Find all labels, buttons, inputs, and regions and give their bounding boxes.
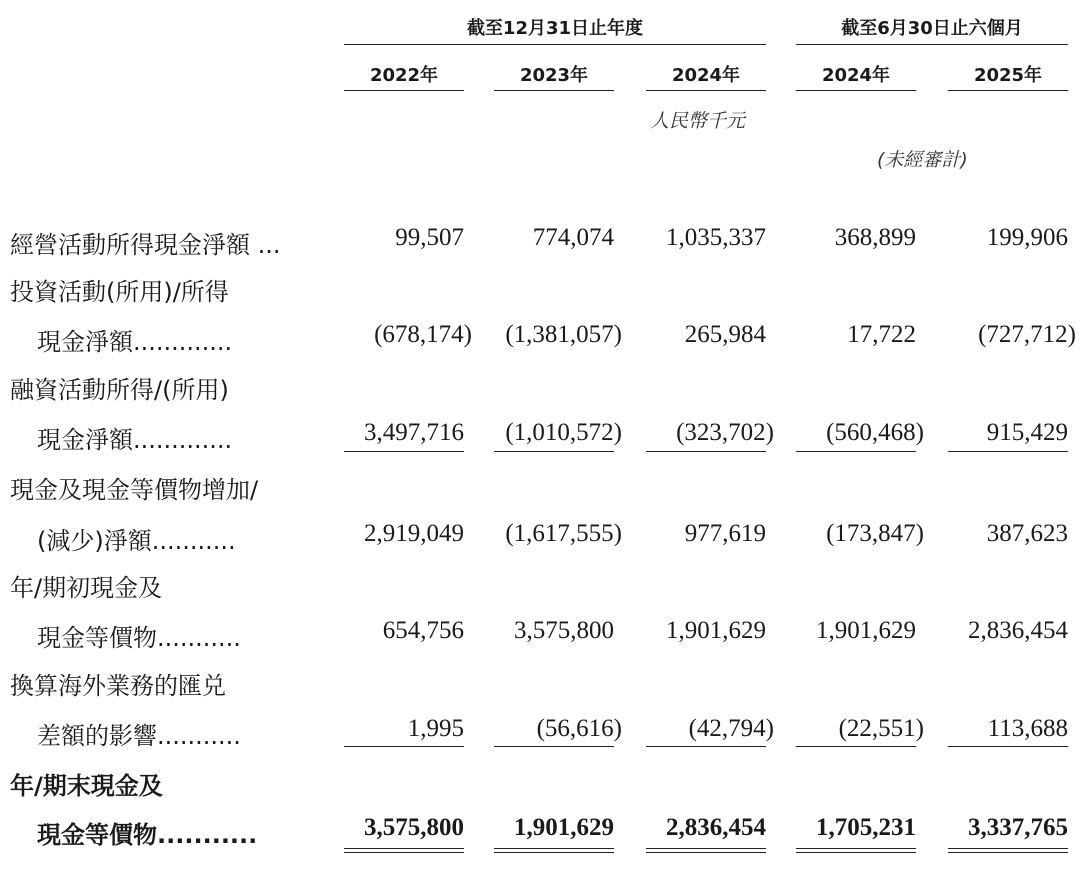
cell: 1,995 [407, 715, 464, 742]
total-double-rule [344, 848, 464, 853]
cell: 2,836,454 [666, 814, 766, 841]
cell: (560,468) [826, 419, 924, 446]
unit-note: 人民幣千元 [650, 110, 746, 132]
cell: 915,429 [986, 419, 1068, 446]
cell: 3,575,800 [364, 814, 464, 841]
cell: (173,847) [826, 520, 924, 547]
cell: 1,705,231 [816, 814, 916, 841]
row-label-financing: 融資活動所得/(所用) [10, 376, 229, 404]
cell: (323,702) [676, 419, 774, 446]
row-label-net-change-cont: (減少)淨額........... [37, 527, 236, 555]
year-rule [494, 90, 614, 91]
cell: 2,919,049 [364, 520, 464, 547]
year-header-2023: 2023年 [519, 65, 589, 86]
row-label-operating: 經營活動所得現金淨額 ... [10, 231, 281, 259]
year-header-2022: 2022年 [369, 65, 439, 86]
cell: 113,688 [987, 715, 1068, 742]
subtotal-rule [494, 746, 614, 747]
cell: (56,616) [536, 715, 622, 742]
year-header-2024: 2024年 [671, 65, 741, 86]
row-label-closing-cont: 現金等價物........... [37, 821, 258, 849]
cell: 3,337,765 [968, 814, 1068, 841]
total-double-rule [646, 848, 766, 853]
cell: (678,174) [374, 321, 472, 348]
subtotal-rule [796, 451, 916, 452]
row-label-fx: 換算海外業務的匯兑 [10, 672, 226, 700]
cell: 1,035,337 [666, 224, 766, 251]
unaudited-note: (未經審計) [877, 149, 968, 171]
year-header-2024-interim: 2024年 [821, 65, 891, 86]
cell: (1,381,057) [505, 321, 622, 348]
cell: 99,507 [395, 224, 464, 251]
row-label-opening: 年/期初現金及 [10, 574, 163, 602]
cell: 3,497,716 [364, 419, 464, 446]
subtotal-rule [344, 746, 464, 747]
cell: 368,899 [834, 224, 916, 251]
row-label-investing: 投資活動(所用)/所得 [10, 278, 229, 306]
row-label-net-change: 現金及現金等價物增加/ [10, 476, 259, 504]
annual-group-header: 截至12月31日止年度 [466, 18, 644, 39]
cell: 199,906 [986, 224, 1068, 251]
subtotal-rule [646, 451, 766, 452]
cell: (1,010,572) [505, 419, 622, 446]
cell: 977,619 [684, 520, 766, 547]
row-label-financing-cont: 現金淨額............. [37, 426, 233, 454]
annual-group-rule [344, 44, 766, 45]
cell: 387,623 [986, 520, 1068, 547]
year-rule [948, 90, 1068, 91]
cell: 1,901,629 [666, 617, 766, 644]
year-header-2025-interim: 2025年 [973, 65, 1043, 86]
subtotal-rule [344, 451, 464, 452]
subtotal-rule [948, 451, 1068, 452]
row-label-fx-cont: 差額的影響........... [37, 722, 241, 750]
total-double-rule [494, 848, 614, 853]
row-label-investing-cont: 現金淨額............. [37, 328, 233, 356]
cell: (727,712) [978, 321, 1076, 348]
cell: 654,756 [382, 617, 464, 644]
interim-group-rule [796, 44, 1068, 45]
total-double-rule [948, 848, 1068, 853]
year-rule [796, 90, 916, 91]
subtotal-rule [948, 746, 1068, 747]
row-label-closing: 年/期末現金及 [10, 772, 163, 800]
total-double-rule [796, 848, 916, 853]
subtotal-rule [494, 451, 614, 452]
cell: 17,722 [847, 321, 916, 348]
cell: 1,901,629 [816, 617, 916, 644]
cell: 265,984 [684, 321, 766, 348]
subtotal-rule [796, 746, 916, 747]
cell: (22,551) [838, 715, 924, 742]
year-rule [344, 90, 464, 91]
cell: (42,794) [688, 715, 774, 742]
cell: 1,901,629 [514, 814, 614, 841]
cell: 2,836,454 [968, 617, 1068, 644]
cell: 774,074 [532, 224, 614, 251]
cell: 3,575,800 [514, 617, 614, 644]
interim-group-header: 截至6月30日止六個月 [841, 18, 1023, 39]
cell: (1,617,555) [505, 520, 622, 547]
row-label-opening-cont: 現金等價物........... [37, 624, 241, 652]
subtotal-rule [646, 746, 766, 747]
year-rule [646, 90, 766, 91]
